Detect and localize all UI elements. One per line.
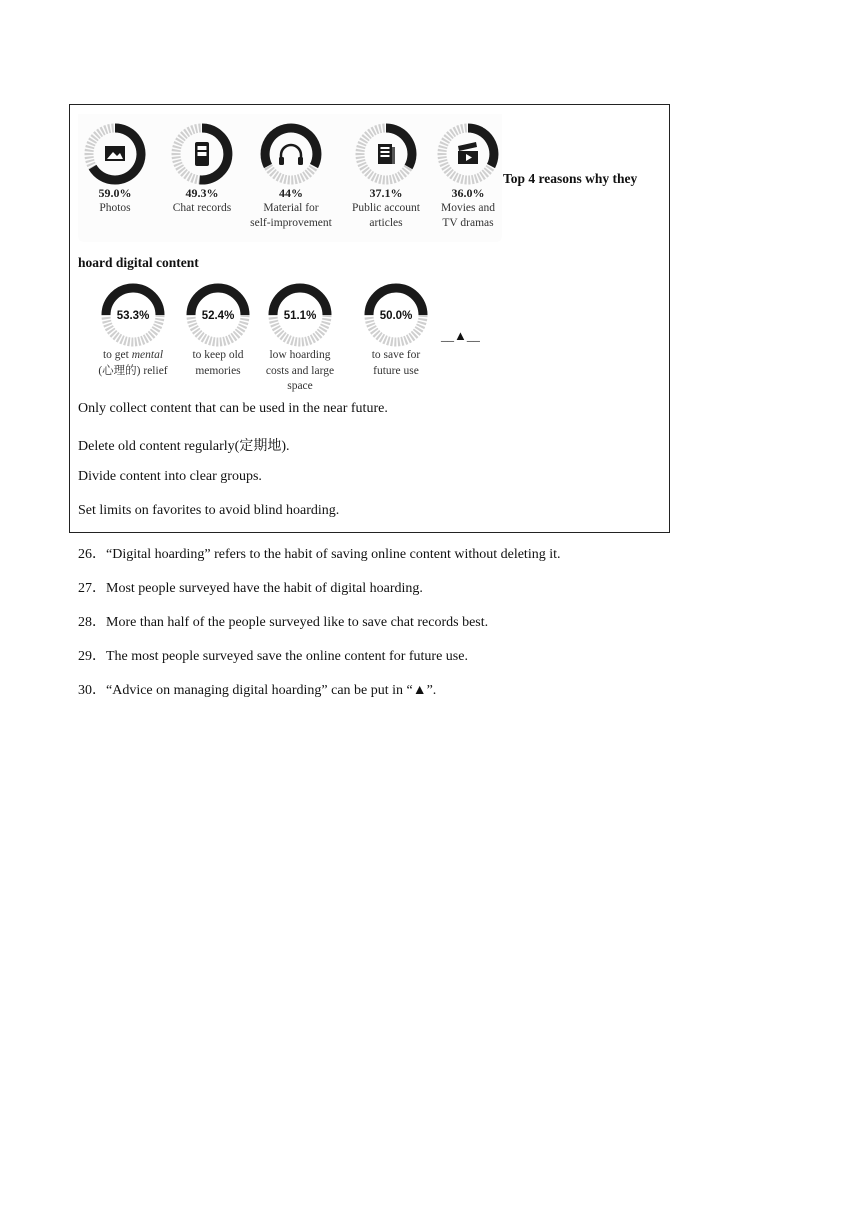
item-percent: 37.1%: [369, 186, 403, 200]
reason-percent: 51.1%: [283, 310, 317, 322]
clapperboard-icon: [433, 122, 503, 186]
photo-icon: [82, 122, 148, 186]
reason-label: future use: [373, 364, 419, 377]
question-28: 28．More than half of the people surveyed like to save chat records best.: [78, 615, 489, 630]
item-label: Chat records: [172, 202, 232, 214]
item-percent: 36.0%: [451, 186, 485, 200]
reason-item-relief: [90, 282, 176, 379]
question-27: 27．Most people surveyed have the habit of digital hoarding.: [78, 581, 423, 596]
reason-percent: 50.0%: [379, 310, 413, 322]
item-label: self-improvement: [250, 217, 332, 229]
phone-chat-icon: [168, 122, 236, 186]
articles-icon: [345, 122, 427, 186]
item-label: Public account: [351, 202, 421, 214]
reason-percent: 53.3%: [116, 310, 150, 322]
reason-label: low hoarding: [269, 349, 331, 361]
item-label: Movies and: [441, 202, 495, 214]
question-29: 29．The most people surveyed save the online content for future use.: [78, 649, 468, 664]
reason-ring: [90, 282, 176, 348]
reason-ring: [180, 282, 256, 348]
content-item-movies: [433, 122, 503, 231]
content-item-self-improvement: [243, 122, 339, 231]
blank-marker: __▲__: [441, 328, 480, 343]
reason-item-future-use: [356, 282, 436, 379]
item-percent: 59.0%: [98, 186, 132, 200]
reason-label: to get mental: [102, 349, 164, 361]
reason-label: costs and large: [265, 364, 335, 377]
item-percent: 49.3%: [185, 186, 219, 200]
reason-item-costs: [256, 282, 344, 395]
advice-line: Delete old content regularly(定期地).: [78, 439, 290, 454]
headphones-icon: [243, 122, 339, 186]
reason-ring: [256, 282, 344, 348]
reason-label: to save for: [371, 349, 421, 361]
reasons-heading-continued: hoard digital content: [78, 255, 199, 270]
question-26: 26．“Digital hoarding” refers to the habit of saving online content without deleting it.: [78, 547, 561, 562]
reason-label: to keep old: [192, 349, 244, 361]
item-label: articles: [369, 217, 403, 229]
advice-line: Set limits on favorites to avoid blind hoarding.: [78, 503, 340, 518]
reason-percent: 52.4%: [201, 310, 235, 322]
reasons-heading: Top 4 reasons why they: [503, 171, 638, 186]
content-item-photos: [82, 122, 148, 216]
content-item-chat: [168, 122, 236, 216]
item-label: Photos: [99, 202, 131, 214]
reason-ring: [356, 282, 436, 348]
item-percent: 44%: [279, 186, 303, 200]
content-item-articles: [345, 122, 427, 231]
reason-label: space: [287, 380, 313, 392]
item-label: TV dramas: [442, 217, 494, 229]
item-label: Material for: [263, 202, 319, 214]
reason-label: (心理的) relief: [98, 364, 168, 377]
reason-label: memories: [195, 364, 241, 377]
question-30: 30．“Advice on managing digital hoarding” can be put in “▲”.: [78, 683, 437, 698]
reason-item-memories: [180, 282, 256, 379]
advice-line: Only collect content that can be used in the near future.: [78, 401, 388, 416]
advice-line: Divide content into clear groups.: [78, 469, 262, 484]
